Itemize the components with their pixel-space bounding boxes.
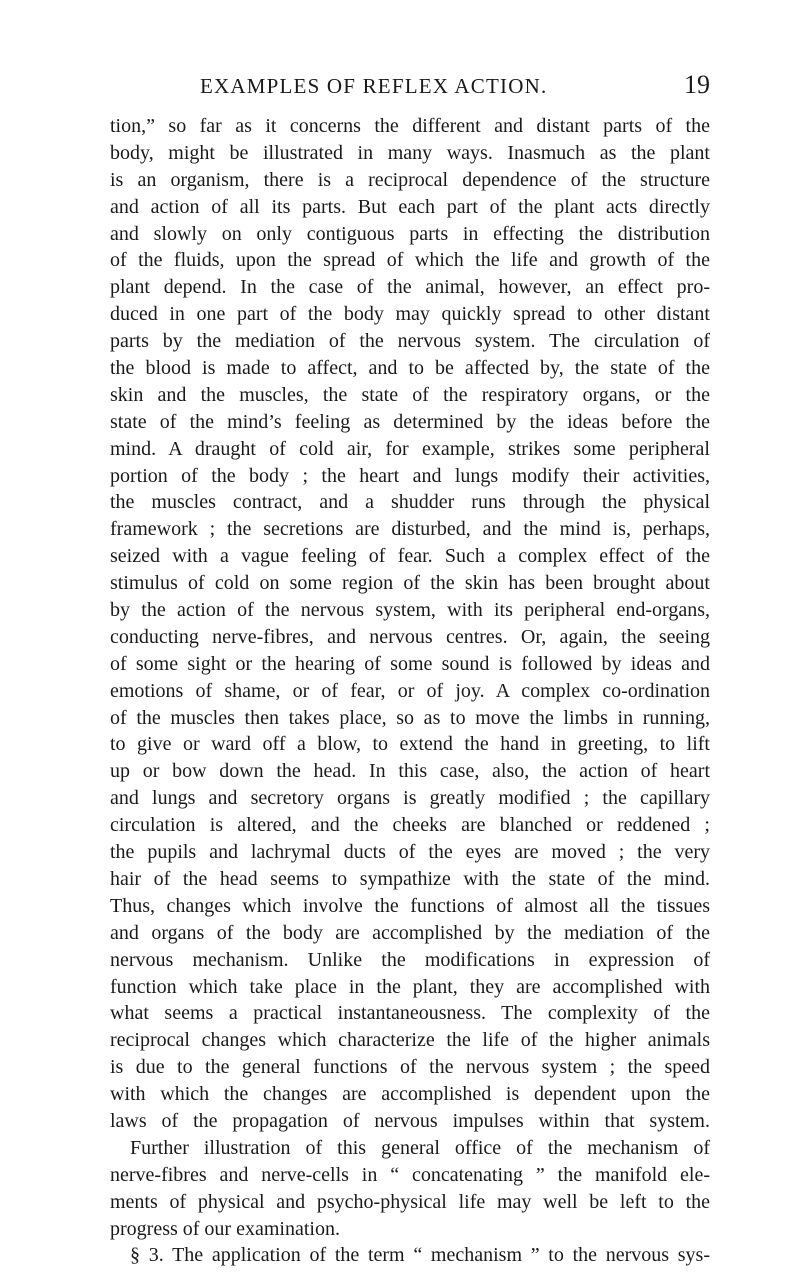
text-line: is due to the general functions of the nervous system ; the speed [110, 1056, 710, 1079]
text-line: conducting nerve-fibres, and nervous centres. Or, again, the seeing [110, 625, 710, 648]
page-number: 19 [684, 70, 710, 99]
text-line: Thus, changes which involve the functions of almost all the tissues [110, 894, 710, 917]
text-line: and slowly on only contiguous parts in effecting the distribution [110, 222, 710, 245]
text-line: the blood is made to affect, and to be affected by, the state of the [110, 357, 710, 380]
text-line: is an organism, there is a reciprocal dependence of the structure [110, 168, 710, 191]
text-line: and lungs and secretory organs is greatly modified ; the capillary [110, 787, 710, 810]
text-line: framework ; the secretions are disturbed, and the mind is, perhaps, [110, 518, 710, 541]
text-line: duced in one part of the body may quickly spread to other distant [110, 303, 710, 326]
text-line: skin and the muscles, the state of the respiratory organs, or the [110, 383, 710, 406]
text-line: portion of the body ; the heart and lungs modify their activities, [110, 464, 710, 487]
running-header [110, 70, 710, 104]
text-line: plant depend. In the case of the animal, however, an effect pro- [110, 276, 710, 299]
text-line: of the muscles then takes place, so as to move the limbs in running, [110, 706, 710, 729]
text-line: seized with a vague feeling of fear. Such a complex effect of the [110, 545, 710, 568]
text-line: function which take place in the plant, they are accomplished with [110, 975, 710, 998]
text-line: up or bow down the head. In this case, also, the action of heart [110, 760, 710, 783]
text-line: what seems a practical instantaneousness. The complexity of the [110, 1002, 710, 1025]
text-line: progress of our examination. [110, 1217, 340, 1240]
text-line: by the action of the nervous system, with its peripheral end-organs, [110, 599, 710, 622]
section-start-line: § 3. The application of the term “ mechanism ” to the nervous sys- [130, 1244, 710, 1267]
text-line: with which the changes are accomplished is dependent upon the [110, 1083, 710, 1106]
text-line: tion,” so far as it concerns the different and distant parts of the [110, 115, 710, 137]
text-line: reciprocal changes which characterize the life of the higher animals [110, 1029, 710, 1052]
text-line: laws of the propagation of nervous impulses within that system. [110, 1109, 710, 1132]
text-line: parts by the mediation of the nervous system. The circulation of [110, 330, 710, 353]
text-line: stimulus of cold on some region of the skin has been brought about [110, 572, 710, 595]
text-line: emotions of shame, or of fear, or of joy. A complex co-ordination [110, 679, 710, 702]
text-line: circulation is altered, and the cheeks are blanched or reddened ; [110, 814, 710, 837]
text-line: body, might be illustrated in many ways. Inasmuch as the plant [110, 141, 710, 164]
body-text [110, 113, 710, 1269]
text-line: the muscles contract, and a shudder runs through the physical [110, 491, 710, 514]
text-line: nervous mechanism. Unlike the modifications in expression of [110, 948, 710, 971]
running-title: EXAMPLES OF REFLEX ACTION. [200, 74, 548, 98]
text-line: ments of physical and psycho-physical life may well be left to the [110, 1190, 710, 1213]
text-line: and action of all its parts. But each part of the plant acts directly [110, 195, 710, 218]
text-line: and organs of the body are accomplished by the mediation of the [110, 921, 710, 944]
text-line: nerve-fibres and nerve-cells in “ concatenating ” the manifold ele- [110, 1163, 710, 1186]
text-line: the pupils and lachrymal ducts of the eyes are moved ; the very [110, 841, 710, 864]
text-line: of some sight or the hearing of some sound is followed by ideas and [110, 652, 710, 675]
text-line: state of the mind’s feeling as determined by the ideas before the [110, 410, 710, 433]
text-line: mind. A draught of cold air, for example, strikes some peripheral [110, 437, 710, 460]
text-line: hair of the head seems to sympathize with the state of the mind. [110, 867, 710, 890]
text-line: of the fluids, upon the spread of which the life and growth of the [110, 249, 710, 272]
text-line: to give or ward off a blow, to extend the hand in greeting, to lift [110, 733, 710, 756]
text-line: Further illustration of this general office of the mechanism of [130, 1136, 710, 1159]
